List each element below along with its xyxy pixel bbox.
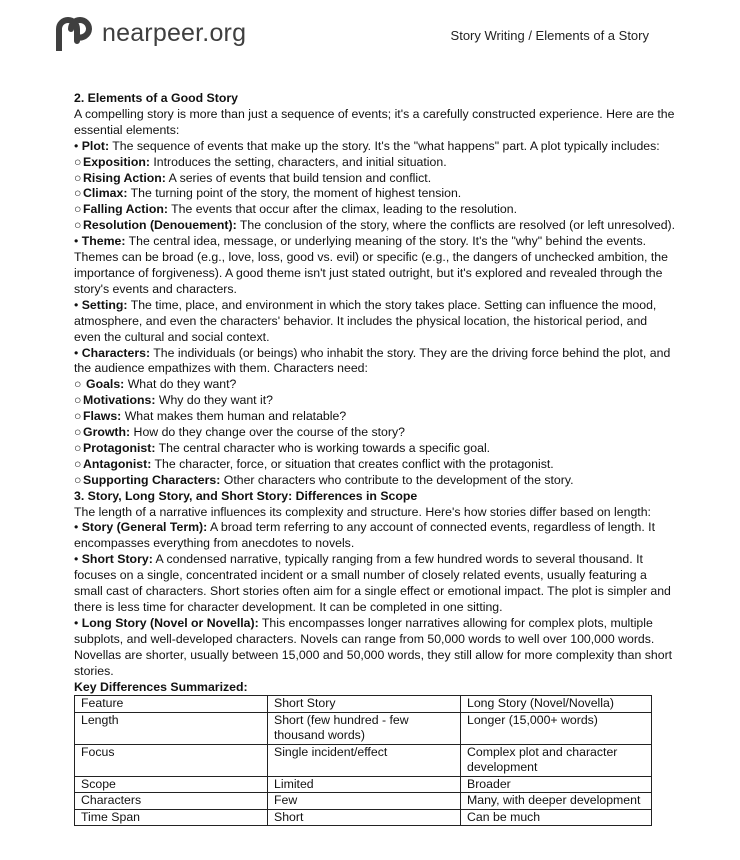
breadcrumb: Story Writing / Elements of a Story bbox=[450, 28, 649, 43]
table-cell: Length bbox=[75, 712, 268, 744]
section-heading: 2. Elements of a Good Story bbox=[74, 91, 238, 105]
sub-item: ○ Falling Action: The events that occur after the climax, leading to the resolution. bbox=[74, 202, 517, 217]
bullet-setting: • Setting: The time, place, and environment in which the story takes place. Setting can influence the mood, atmosphere, and even the characters' behavior. It includes the physical location, the historical period, and even the cultural and social context. bbox=[74, 297, 657, 344]
section-heading: 3. Story, Long Story, and Short Story: Differences in Scope bbox=[74, 488, 418, 503]
section-intro: A compelling story is more than just a sequence of events; it's a carefully constructed experience. Here are the essential elements: bbox=[74, 106, 675, 137]
section-intro: The length of a narrative influences its complexity and structure. Here's how stories differ based on length: bbox=[74, 504, 651, 519]
table-cell: Longer (15,000+ words) bbox=[461, 712, 652, 744]
table-header-row bbox=[75, 696, 652, 713]
table-cell: Short bbox=[268, 809, 461, 826]
table-cell: Many, with deeper development bbox=[461, 793, 652, 810]
sub-item: ○ Antagonist: The character, force, or situation that creates conflict with the protagonist. bbox=[74, 456, 554, 471]
logo-text: nearpeer.org bbox=[102, 19, 247, 47]
character-subitems bbox=[74, 377, 676, 488]
table-row bbox=[75, 809, 652, 826]
bullet-short-story: • Short Story: A condensed narrative, typically ranging from a few hundred words to several thousand. It focuses on a single, concentrated incident or a small number of closely related events, usually featuring a small cast of characters. Short stories often aim for a single effect or emotional impact. The plot is simpler and there is less time for character development. It can be completed in one sitting. bbox=[74, 552, 671, 614]
bullet-story: • Story (General Term): A broad term referring to any account of connected events, regardless of length. It encompasses everything from anecdotes to novels. bbox=[74, 520, 655, 551]
table-cell: Complex plot and character development bbox=[461, 744, 652, 776]
table-row bbox=[75, 776, 652, 793]
logo[interactable] bbox=[54, 15, 246, 51]
sub-item: ○ Resolution (Denouement): The conclusion of the story, where the conflicts are resolved (or left unresolved). bbox=[74, 218, 676, 233]
sub-item: ○ Flaws: What makes them human and relatable? bbox=[74, 409, 347, 424]
plot-subitems bbox=[74, 155, 676, 235]
table-header-cell: Short Story bbox=[268, 696, 461, 713]
document-body bbox=[74, 91, 676, 826]
sub-item: ○ Motivations: Why do they want it? bbox=[74, 393, 273, 408]
table-header-cell: Feature bbox=[75, 696, 268, 713]
sub-item: ○ Rising Action: A series of events that build tension and conflict. bbox=[74, 170, 432, 185]
table-cell: Characters bbox=[75, 793, 268, 810]
sub-item: ○ Growth: How do they change over the course of the story? bbox=[74, 425, 405, 440]
table-row bbox=[75, 712, 652, 744]
page-header bbox=[0, 0, 740, 60]
sub-item: ○ Exposition: Introduces the setting, characters, and initial situation. bbox=[74, 154, 447, 169]
table-cell: Limited bbox=[268, 776, 461, 793]
bullet-characters: • Characters: The individuals (or beings) who inhabit the story. They are the driving force behind the plot, and the audience empathizes with them. Characters need: bbox=[74, 345, 671, 376]
table-row bbox=[75, 744, 652, 776]
table-cell: Can be much bbox=[461, 809, 652, 826]
sub-item: ○ Goals: What do they want? bbox=[74, 377, 237, 392]
table-cell: Broader bbox=[461, 776, 652, 793]
bullet-plot: • Plot: The sequence of events that make up the story. It's the "what happens" part. A plot typically includes: bbox=[74, 138, 660, 153]
nearpeer-logo-icon bbox=[54, 15, 96, 51]
table-cell: Time Span bbox=[75, 809, 268, 826]
table-cell: Single incident/effect bbox=[268, 744, 461, 776]
sub-item: ○ Protagonist: The central character who is working towards a specific goal. bbox=[74, 440, 491, 455]
table-cell: Short (few hundred - few thousand words) bbox=[268, 712, 461, 744]
table-heading: Key Differences Summarized: bbox=[74, 679, 248, 694]
table-cell: Scope bbox=[75, 776, 268, 793]
sub-item: ○ Climax: The turning point of the story, the moment of highest tension. bbox=[74, 186, 462, 201]
bullet-long-story: • Long Story (Novel or Novella): This encompasses longer narratives allowing for complex plots, multiple subplots, and well-developed characters. Novels can range from 50,000 words to well over 100,000 words. Novellas are shorter, usually between 15,000 and 50,000 words, they still allow for more complexity than short stories. bbox=[74, 615, 673, 678]
table-cell: Focus bbox=[75, 744, 268, 776]
table-header-cell: Long Story (Novel/Novella) bbox=[461, 696, 652, 713]
table-row bbox=[75, 793, 652, 810]
bullet-theme: • Theme: The central idea, message, or underlying meaning of the story. It's the "why" behind the events. Themes can be broad (e.g., love, loss, good vs. evil) or specific (e.g., the dangers of unchecked ambition, the importance of forgiveness). A good theme isn't just stated outright, but it's explored and revealed through the story's events and characters. bbox=[74, 234, 668, 296]
table-cell: Few bbox=[268, 793, 461, 810]
sub-item: ○ Supporting Characters: Other characters who contribute to the development of the story. bbox=[74, 472, 574, 487]
differences-table bbox=[74, 695, 652, 826]
